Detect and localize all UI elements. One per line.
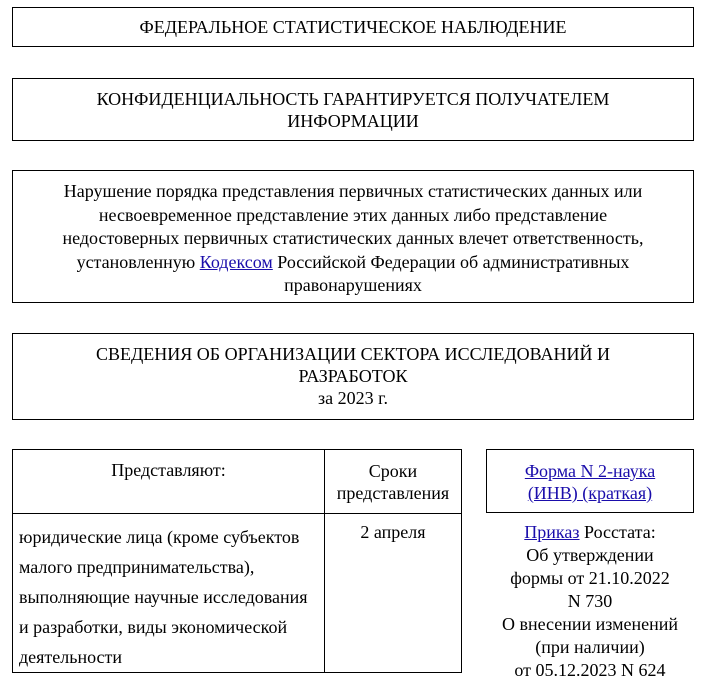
order-line-2: Об утверждении	[526, 545, 654, 565]
form-line-1: Форма N 2-наука	[524, 461, 656, 481]
respondents-cell: юридические лица (кроме субъектов малого предпринимательства), выполняющие научные исследования и разработки, виды экономической деятельности	[13, 514, 325, 673]
deadline-cell: 2 апреля	[325, 514, 462, 673]
table-row	[13, 514, 462, 673]
warning-line-1: Нарушение порядка представления первичных статистических данных или	[63, 181, 643, 201]
order-link[interactable]: Приказ	[524, 522, 580, 542]
order-line-1	[486, 521, 694, 544]
order-line-7: от 05.12.2023 N 624	[514, 660, 666, 680]
warning-line-4-start: установленную	[76, 251, 200, 272]
respondents-table	[12, 449, 462, 673]
report-title-box	[12, 333, 694, 420]
form-line-2: (ИНВ) (краткая)	[527, 483, 653, 503]
order-line-6: (при наличии)	[535, 637, 645, 657]
warning-line-4-end: Российской Федерации об административных	[272, 251, 630, 272]
warning-line-2: несвоевременное представление этих данных либо представление	[98, 204, 608, 225]
report-title-line-1: СВЕДЕНИЯ ОБ ОРГАНИЗАЦИИ СЕКТОРА ИССЛЕДОВАНИЙ И	[96, 344, 610, 364]
report-title-line-2: РАЗРАБОТОК	[298, 366, 408, 386]
form-number-box	[486, 449, 694, 513]
order-line-4: N 730	[567, 591, 613, 611]
warning-box	[12, 170, 694, 303]
warning-line-3: недостоверных первичных статистических данных влечет ответственность,	[62, 228, 644, 248]
confidentiality-line-1: КОНФИДЕНЦИАЛЬНОСТЬ ГАРАНТИРУЕТСЯ ПОЛУЧАТЕЛЕМ	[96, 89, 610, 109]
order-line-5: О внесении изменений	[501, 614, 679, 634]
federal-observation-header	[12, 7, 694, 47]
report-year: за 2023 г.	[318, 388, 388, 408]
order-block	[486, 521, 694, 682]
order-issuer: Росстата:	[579, 522, 656, 542]
deadline-header: Сроки представления	[325, 450, 462, 514]
form-link[interactable]	[487, 460, 693, 504]
confidentiality-box	[12, 78, 694, 141]
federal-observation-text: ФЕДЕРАЛЬНОЕ СТАТИСТИЧЕСКОЕ НАБЛЮДЕНИЕ	[139, 17, 567, 37]
warning-line-5: правонарушениях	[284, 275, 422, 295]
table-header-row	[13, 450, 462, 514]
order-line-3: формы от 21.10.2022	[510, 568, 670, 588]
respondents-header: Представляют:	[13, 450, 325, 514]
confidentiality-line-2: ИНФОРМАЦИИ	[287, 111, 419, 131]
warning-line-4	[23, 251, 683, 275]
code-link[interactable]: Кодексом	[199, 251, 273, 272]
